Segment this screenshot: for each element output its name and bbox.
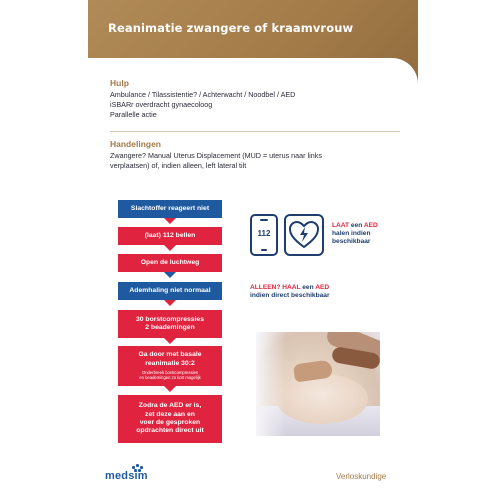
flow-step-sub: Onderbreek borstcompressies en beademingen zo kort mogelijk [139,370,201,381]
flow-step-label: Ademhaling niet normaal [129,286,211,294]
flow-step [118,282,222,300]
flow-step [118,395,222,443]
handelingen-title: Handelingen [110,139,162,149]
aed-fetch-note [332,222,378,247]
aed-alone-note [250,284,330,300]
note-text: beschikbaar [332,238,371,246]
note-accent: LAAT [332,222,350,229]
note-text: een [349,222,364,229]
flow-arrow-icon [164,272,176,278]
phone-112-icon [250,214,278,256]
page-title: Reanimatie zwangere of kraamvrouw [108,21,354,35]
flow-step-label: Open de luchtweg [140,258,200,266]
hulp-title: Hulp [110,78,129,88]
flow-step [118,227,222,245]
hulp-line: iSBARr overdracht gynaecoloog [110,100,213,109]
flow-step-label: Ga door met basale reanimatie 30:2 [138,351,202,367]
medsim-logo: medsim [105,470,148,482]
section-divider [110,131,400,132]
note-text: halen indien [332,230,371,238]
flow-step [118,310,222,338]
aed-heart-icon [284,214,324,256]
note-accent: ALLEEN? HAAL [250,284,301,291]
flow-arrow-icon [164,245,176,251]
note-accent: AED [315,284,330,291]
handelingen-line: Zwangere? Manual Uterus Displacement (MUD = uterus naar links [110,151,322,160]
flow-step [118,346,222,386]
hulp-line: Parallelle actie [110,110,157,119]
flow-arrow-icon [164,386,176,392]
uterus-displacement-photo [256,332,380,436]
flow-arrow-icon [164,218,176,224]
note-accent: AED [363,222,378,229]
note-text: indien direct beschikbaar [250,292,330,300]
flow-step-label: 30 borstcompressies 2 beademingen [135,315,204,331]
handelingen-line: verplaatsen) of, indien alleen, left lateral tilt [110,161,247,170]
flow-arrow-icon [164,338,176,344]
flow-step-label: (laat) 112 bellen [144,231,196,239]
note-text: een [300,284,316,291]
phone-number: 112 [257,229,271,238]
flow-step-label: Slachtoffer reageert niet [130,204,210,212]
hulp-line: Ambulance / Tilassistentie? / Achterwacht / Noodbel / AED [110,90,296,99]
flow-step [118,200,222,218]
flow-step [118,254,222,272]
footer-label: Verloskundige [336,472,387,481]
flow-arrow-icon [164,300,176,306]
flow-step-label: Zodra de AED er is, zet deze aan en voer de gesproken opdrachten direct uit [136,402,204,435]
